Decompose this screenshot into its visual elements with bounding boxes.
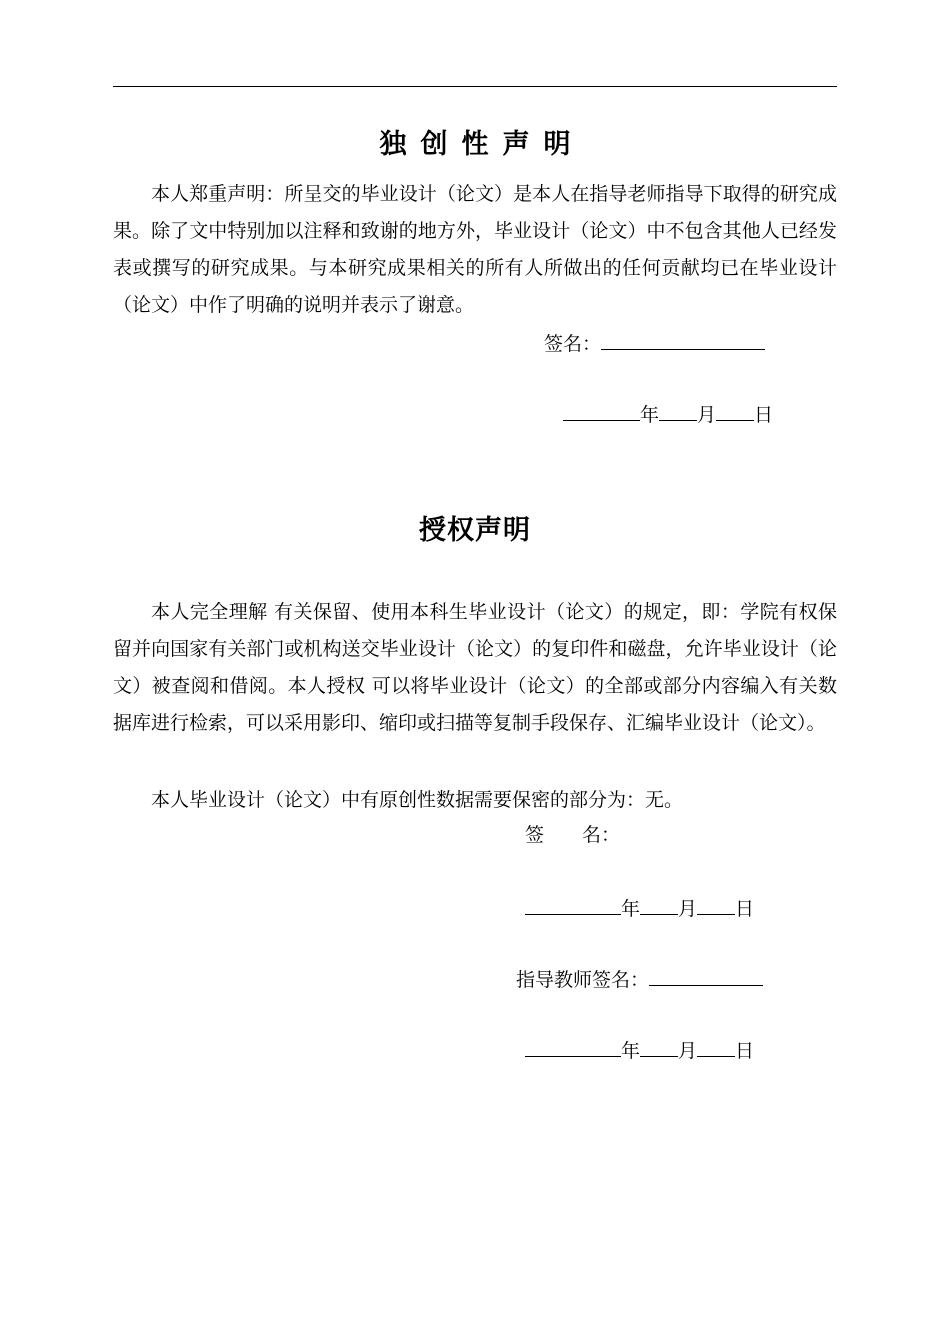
authorization-year-field[interactable] bbox=[525, 895, 621, 915]
originality-signature-label: 签名： bbox=[544, 333, 602, 355]
originality-year-label: 年 bbox=[640, 404, 660, 426]
authorization-date-line bbox=[525, 895, 754, 921]
advisor-signature-line bbox=[516, 966, 763, 992]
authorization-signature-label-2: 名： bbox=[582, 824, 621, 846]
originality-title: 独创性声明 bbox=[379, 129, 585, 160]
authorization-signature-line bbox=[525, 823, 620, 847]
originality-body: 本人郑重声明：所呈交的毕业设计（论文）是本人在指导老师指导下取得的研究成果。除了文中特别加以注释和致谢的地方外，毕业设计（论文）中不包含其他人已经发表或撰写的研究成果。与本研究成果相关的所有人所做出的任何贡献均已在毕业设计（论文）中作了明确的说明并表示了谢意。 bbox=[113, 183, 837, 316]
authorization-month-field[interactable] bbox=[640, 895, 678, 915]
originality-signature-field[interactable] bbox=[601, 330, 765, 350]
advisor-day-label: 日 bbox=[735, 1040, 755, 1062]
authorization-month-label: 月 bbox=[678, 898, 698, 920]
originality-date-line bbox=[563, 401, 773, 427]
originality-signature-line bbox=[544, 330, 765, 356]
authorization-confidential: 本人毕业设计（论文）中有原创性数据需要保密的部分为：无。 bbox=[151, 789, 684, 811]
authorization-title: 授权声明 bbox=[419, 515, 531, 546]
authorization-day-field[interactable] bbox=[697, 895, 735, 915]
originality-day-label: 日 bbox=[754, 404, 774, 426]
advisor-month-label: 月 bbox=[678, 1040, 698, 1062]
header-rule bbox=[113, 86, 837, 87]
authorization-signature-label-1: 签 bbox=[525, 824, 545, 846]
advisor-month-field[interactable] bbox=[640, 1037, 678, 1057]
originality-month-label: 月 bbox=[697, 404, 717, 426]
advisor-date-line bbox=[525, 1037, 754, 1063]
originality-day-field[interactable] bbox=[716, 401, 754, 421]
advisor-signature-label: 指导教师签名： bbox=[516, 969, 650, 991]
advisor-year-label: 年 bbox=[621, 1040, 641, 1062]
authorization-body: 本人完全理解 有关保留、使用本科生毕业设计（论文）的规定，即：学院有权保留并向国家有关部门或机构送交毕业设计（论文）的复印件和磁盘，允许毕业设计（论文）被查阅和借阅。本人授权 可以将毕业设计（论文）的全部或部分内容编入有关数据库进行检索，可以采用影印、缩印或扫描等复制手段保存、汇编毕业设计（论文）。 bbox=[113, 601, 837, 734]
originality-month-field[interactable] bbox=[659, 401, 697, 421]
authorization-year-label: 年 bbox=[621, 898, 641, 920]
advisor-year-field[interactable] bbox=[525, 1037, 621, 1057]
originality-year-field[interactable] bbox=[563, 401, 640, 421]
authorization-day-label: 日 bbox=[735, 898, 755, 920]
advisor-day-field[interactable] bbox=[697, 1037, 735, 1057]
advisor-signature-field[interactable] bbox=[649, 966, 763, 986]
